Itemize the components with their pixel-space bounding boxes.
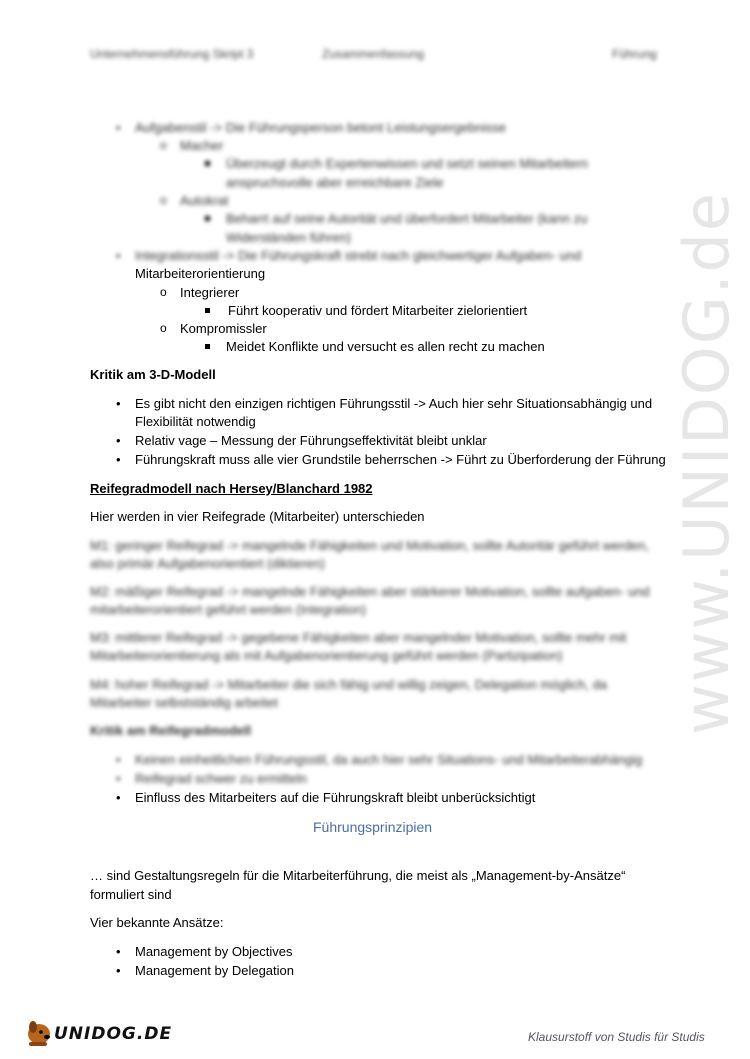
reifegrad-m1-a: M1: geringer Reifegrad -> mangelnde Fähigkeiten und Motivation, sollte Autoritär geführt werden, xyxy=(90,538,649,553)
bullet-icon: • xyxy=(116,248,121,263)
kritik-3d-item-2: Relativ vage – Messung der Führungseffektivität bleibt unklar xyxy=(135,433,487,448)
aufgabenstil-text: Aufgabenstil -> Die Führungsperson betont Leistungsergebnisse xyxy=(135,120,507,135)
bullet-icon: • xyxy=(116,120,121,135)
square-bullet-icon xyxy=(205,161,210,166)
bullet-icon: • xyxy=(116,771,121,786)
kritik-3d-heading: Kritik am 3-D-Modell xyxy=(90,367,216,382)
fuehrungsprinzipien-heading: Führungsprinzipien xyxy=(313,819,433,835)
integrierer-desc: Führt kooperativ und fördert Mitarbeiter zielorientiert xyxy=(228,303,528,318)
macher-desc-2: anspruchsvolle aber erreichbare Ziele xyxy=(226,175,444,190)
bullet-icon: • xyxy=(116,963,121,978)
bullet-icon: • xyxy=(116,433,121,448)
reifegrad-m3-a: M3: mittlerer Reifegrad -> gegebene Fähigkeiten aber mangelnder Motivation, sollte mehr mit xyxy=(90,630,627,645)
kritik-reifegrad-item-2: Reifegrad schwer zu ermitteln xyxy=(135,771,307,786)
autokrat-desc-1: Beharrt auf seine Autorität und überfordert Mitarbeiter (kann zu xyxy=(226,211,588,226)
ansatz-item-1: Management by Objectives xyxy=(135,944,293,959)
reifegrad-m2-a: M2: mäßiger Reifegrad -> mangelnde Fähigkeiten aber stärkerer Motivation, sollte aufgaben- und xyxy=(90,584,650,599)
macher-desc-1: Überzeugt durch Expertenwissen und setzt seinen Mitarbeitern xyxy=(226,156,589,171)
kritik-3d-item-3: Führungskraft muss alle vier Grundstile beherrschen -> Führt zu Überforderung der Führung xyxy=(135,452,666,467)
bullet-icon: • xyxy=(116,452,121,467)
circle-bullet-icon: o xyxy=(160,285,167,299)
autokrat-text: Autokrat xyxy=(180,193,229,208)
integrationsstil-text-2: Mitarbeiterorientierung xyxy=(135,266,266,281)
reifegrad-m4-b: Mitarbeiter selbstständig arbeitet xyxy=(90,695,278,710)
prinzipien-text-b: formuliert sind xyxy=(90,887,172,902)
bullet-icon: • xyxy=(116,790,121,805)
ansatz-item-2: Management by Delegation xyxy=(135,963,294,978)
integrierer-text: Integrierer xyxy=(180,285,240,300)
kompromissler-desc: Meidet Konflikte und versucht es allen recht zu machen xyxy=(226,339,545,354)
circle-bullet-icon: o xyxy=(160,193,167,207)
header-left: Unternehmensführung Skript 3 xyxy=(90,47,254,61)
kritik-reifegrad-heading: Kritik am Reifegradmodell xyxy=(90,723,252,738)
autokrat-desc-2: Widerständen führen) xyxy=(226,230,352,245)
kritik-3d-item-1a: Es gibt nicht den einzigen richtigen Führungsstil -> Auch hier sehr Situationsabhängig und xyxy=(135,396,653,411)
bullet-icon: • xyxy=(116,396,121,411)
integrationsstil-text-1: Integrationsstil -> Die Führungskraft strebt nach gleichwertiger Aufgaben- und xyxy=(135,248,582,263)
kompromissler-text: Kompromissler xyxy=(180,321,267,336)
kritik-reifegrad-item-1: Keinen einheitlichen Führungsstil, da auch hier sehr Situations- und Mitarbeiterabhängig xyxy=(135,752,643,767)
reifegrad-intro: Hier werden in vier Reifegrade (Mitarbeiter) unterschieden xyxy=(90,509,425,524)
kritik-3d-item-1b: Flexibilität notwendig xyxy=(135,414,256,429)
kritik-reifegrad-item-3: Einfluss des Mitarbeiters auf die Führungskraft bleibt unberücksichtigt xyxy=(135,790,536,805)
prinzipien-text-a: … sind Gestaltungsregeln für die Mitarbeiterführung, die meist als „Management-by-Ansätze“ xyxy=(90,868,626,883)
footer-tagline: Klausurstoff von Studis für Studis xyxy=(528,1030,705,1044)
square-bullet-icon xyxy=(205,344,210,349)
reifegrad-m3-b: Mitarbeiterorientierung als mit Aufgabenorientierung geführt werden (Partizipation) xyxy=(90,648,563,663)
bullet-icon: • xyxy=(116,752,121,767)
macher-text: Macher xyxy=(180,138,224,153)
square-bullet-icon xyxy=(205,308,210,313)
circle-bullet-icon: o xyxy=(160,321,167,335)
reifegrad-m4-a: M4: hoher Reifegrad -> Mitarbeiter die sich fähig und willig zeigen, Delegation möglich, da xyxy=(90,677,608,692)
logo-text: UNIDOG.DE xyxy=(54,1024,173,1044)
bullet-icon: • xyxy=(116,944,121,959)
circle-bullet-icon: o xyxy=(160,138,167,152)
reifegrad-m1-b: also primär Aufgabenorientiert (diktieren) xyxy=(90,556,325,571)
vier-ansaetze-text: Vier bekannte Ansätze: xyxy=(90,915,224,930)
header-center: Zusammenfassung xyxy=(322,47,425,61)
header-right: Führung xyxy=(612,47,657,61)
watermark-text: www.UNIDOG.de xyxy=(670,191,743,735)
square-bullet-icon xyxy=(205,216,210,221)
reifegrad-m2-b: mitarbeiterorientiert geführt werden (Integration) xyxy=(90,602,367,617)
reifegrad-heading: Reifegradmodell nach Hersey/Blanchard 1982 xyxy=(90,481,373,496)
